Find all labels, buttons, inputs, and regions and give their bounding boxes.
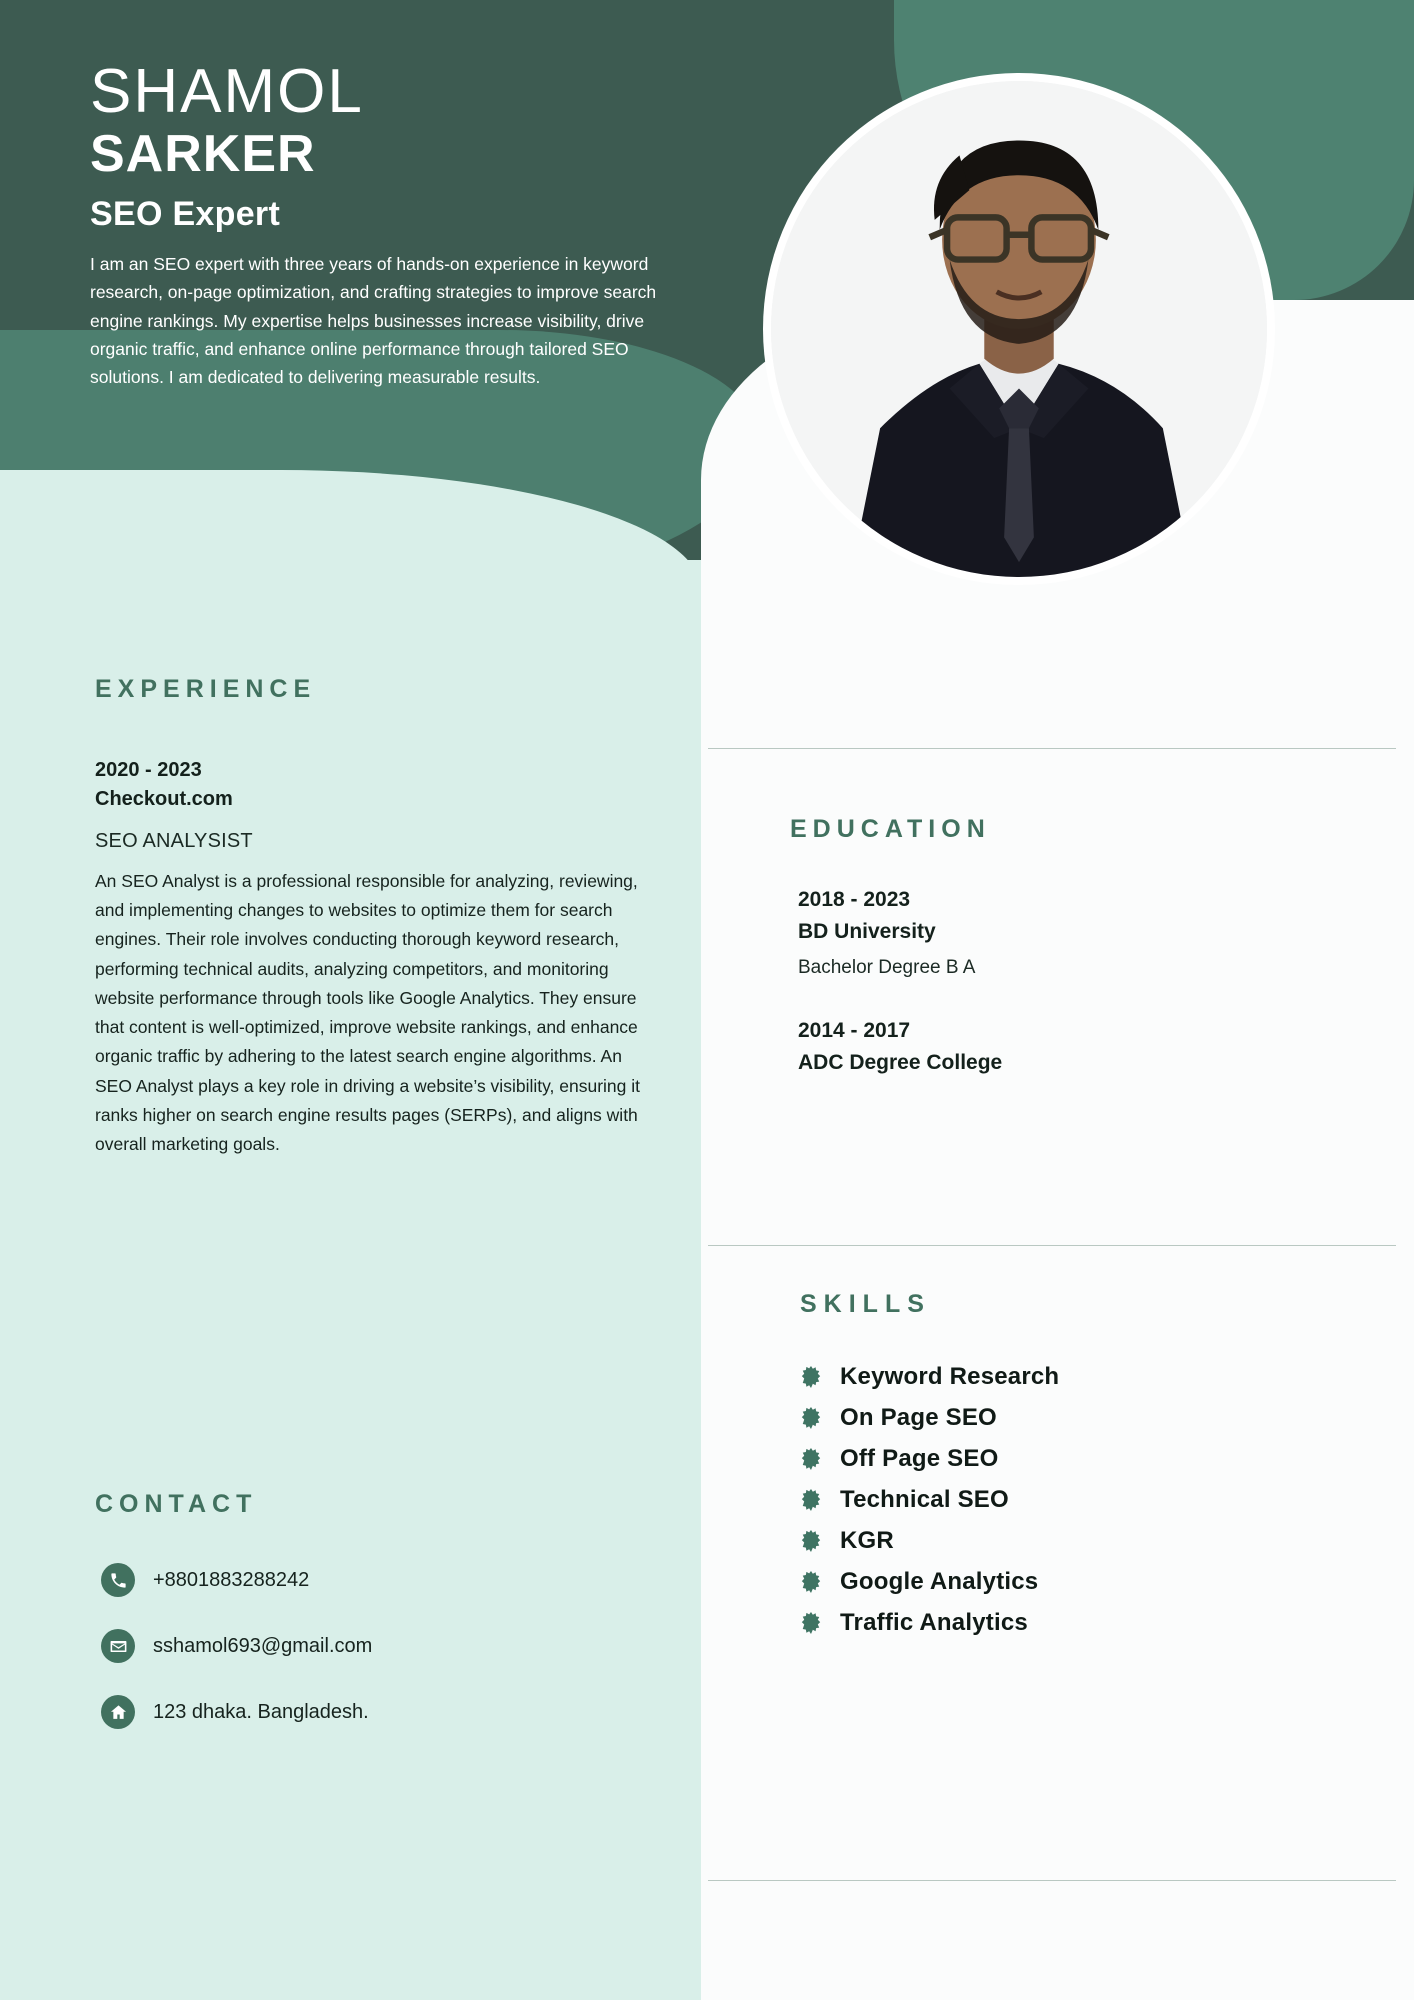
starburst-bullet-icon [800, 1366, 822, 1388]
education-school: ADC Degree College [798, 1050, 1003, 1074]
skill-item [800, 1404, 1400, 1432]
portrait-photo [771, 81, 1267, 577]
contact-email-value: sshamol693@gmail.com [153, 1634, 373, 1657]
skill-label: Off Page SEO [840, 1445, 999, 1472]
portrait-illustration [771, 81, 1267, 577]
education-heading: EDUCATION [790, 815, 991, 843]
starburst-bullet-icon [800, 1571, 822, 1593]
email-icon [101, 1629, 135, 1663]
education-entry [798, 1015, 1390, 1078]
divider-top [708, 748, 1396, 749]
education-date: 2014 - 2017 [798, 1019, 911, 1042]
skills-section [800, 1290, 1400, 1650]
contact-heading: CONTACT [95, 1490, 258, 1518]
education-list [790, 884, 1390, 1078]
phone-icon [101, 1563, 135, 1597]
contact-item-address[interactable] [95, 1695, 640, 1729]
starburst-bullet-icon [800, 1407, 822, 1429]
job-title: SEO Expert [90, 195, 281, 234]
divider-bottom [708, 1880, 1396, 1881]
skill-item [800, 1527, 1400, 1555]
profile-summary: I am an SEO expert with three years of hands-on experience in keyword research, on-page optimization, and crafting strategies to improve search engine rankings. My expertise helps businesses increase visibility, drive organic traffic, and enhance online performance through tailored SEO solutions. I am dedicated to delivering measurable results. [90, 254, 657, 388]
starburst-bullet-icon [800, 1612, 822, 1634]
experience-heading: EXPERIENCE [95, 675, 317, 703]
skill-label: Google Analytics [840, 1568, 1039, 1595]
contact-address-value: 123 dhaka. Bangladesh. [153, 1700, 369, 1723]
education-degree: Bachelor Degree B A [798, 957, 976, 978]
starburst-bullet-icon [800, 1448, 822, 1470]
divider-middle [708, 1245, 1396, 1246]
skill-item [800, 1609, 1400, 1637]
starburst-bullet-icon [800, 1530, 822, 1552]
skill-label: On Page SEO [840, 1404, 997, 1431]
experience-date: 2020 - 2023 [95, 759, 202, 781]
education-school: BD University [798, 919, 936, 943]
contact-item-phone[interactable] [95, 1563, 640, 1597]
last-name: SARKER [90, 125, 316, 184]
avatar [763, 73, 1275, 585]
skill-label: Technical SEO [840, 1486, 1009, 1513]
experience-role: SEO ANALYSIST [95, 830, 253, 852]
skill-label: KGR [840, 1527, 894, 1554]
education-date: 2018 - 2023 [798, 888, 911, 911]
skills-heading: SKILLS [800, 1290, 931, 1318]
skill-item [800, 1568, 1400, 1596]
contact-item-email[interactable] [95, 1629, 640, 1663]
experience-section [95, 675, 640, 1159]
education-entry [798, 884, 1390, 979]
experience-entry [95, 756, 640, 1159]
skill-item [800, 1363, 1400, 1391]
home-icon [101, 1695, 135, 1729]
contact-phone-value: +8801883288242 [153, 1568, 310, 1591]
skill-label: Traffic Analytics [840, 1609, 1028, 1636]
experience-description: An SEO Analyst is a professional responsible for analyzing, reviewing, and implementing changes to websites to optimize them for search engines. Their role involves conducting thorough keyword research, performing technical audits, analyzing competitors, and monitoring website performance through tools like Google Analytics. They ensure that content is well-optimized, improve website rankings, and enhance organic traffic by adhering to the latest search engine algorithms. An SEO Analyst plays a key role in driving a website’s visibility, ensuring it ranks higher on search engine results pages (SERPs), and aligns with overall marketing goals. [95, 871, 641, 1154]
name-block [90, 57, 690, 392]
education-section [790, 815, 1390, 1114]
first-name: SHAMOL [90, 57, 364, 126]
skills-list [800, 1363, 1400, 1637]
contact-list [95, 1563, 640, 1729]
contact-section [95, 1490, 640, 1761]
skill-label: Keyword Research [840, 1363, 1060, 1390]
experience-company: Checkout.com [95, 788, 233, 810]
skill-item [800, 1445, 1400, 1473]
skill-item [800, 1486, 1400, 1514]
starburst-bullet-icon [800, 1489, 822, 1511]
